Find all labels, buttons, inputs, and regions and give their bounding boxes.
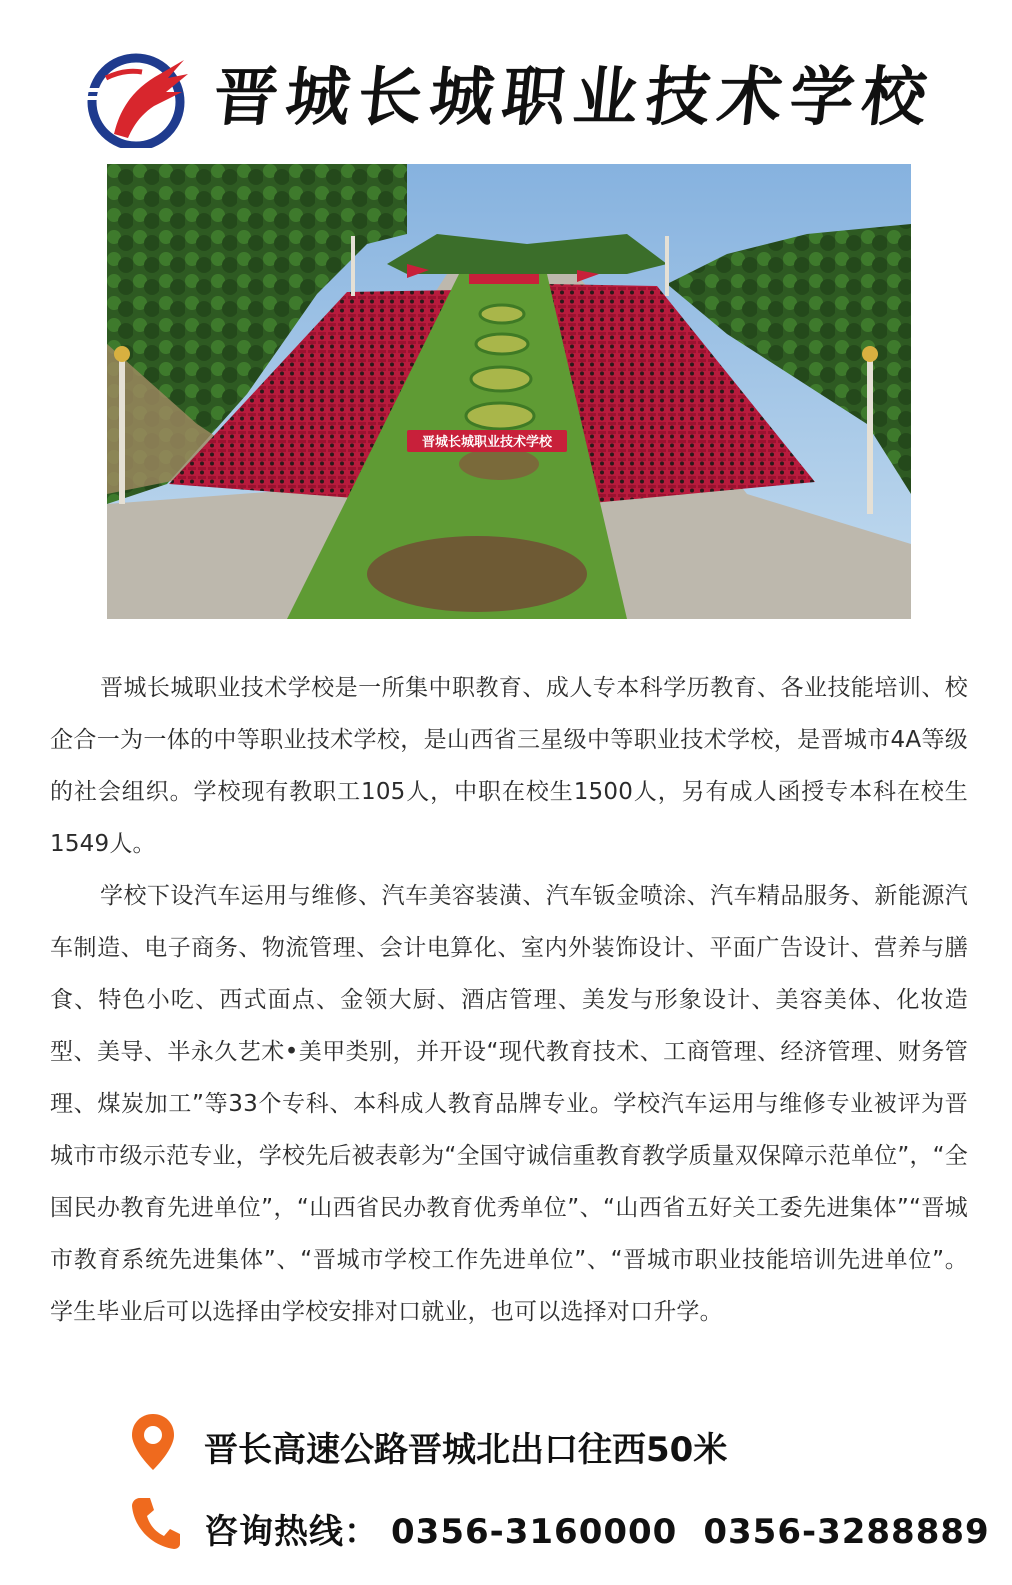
campus-photo [107,164,911,619]
school-logo-icon [84,48,192,148]
hotline-label: 咨询热线： [204,1512,379,1552]
phone-number-2[interactable]: 0356-3288889 [703,1512,990,1552]
location-pin-icon [130,1412,176,1472]
hotline-text [204,1504,990,1553]
school-title: 晋城长城职业技术学校 [210,60,938,135]
phone-number-1[interactable]: 0356-3160000 [391,1512,678,1552]
phone-icon [130,1494,182,1550]
header [0,0,1012,160]
photo-banner-text: 晋城长城职业技术学校 [421,435,553,450]
intro-paragraph: 晋城长城职业技术学校是一所集中职教育、成人专本科学历教育、各业技能培训、校企合一为一体的中等职业技术学校，是山西省三星级中等职业技术学校，是晋城市4A等级的社会组织。学校现有教职工105人，中职在校生1500人，另有成人函授专本科在校生1549人。 [50,675,968,857]
hotline-row [130,1494,990,1564]
intro-paragraph: 学校下设汽车运用与维修、汽车美容装潢、汽车钣金喷涂、汽车精品服务、新能源汽车制造、电子商务、物流管理、会计电算化、室内外装饰设计、平面广告设计、营养与膳食、特色小吃、西式面点、金领大厨、酒店管理、美发与形象设计、美容美体、化妆造型、美导、半永久艺术•美甲类别，并开设“现代教育技术、工商管理、经济管理、财务管理、煤炭加工”等33个专科、本科成人教育品牌专业。学校汽车运用与维修专业被评为晋城市市级示范专业，学校先后被表彰为“全国守诚信重教育教学质量双保障示范单位”，“全国民办教育先进单位”，“山西省民办教育优秀单位”、“山西省五好关工委先进集体”“晋城市教育系统先进集体”、“晋城市学校工作先进单位”、“晋城市职业技能培训先进单位”。学生毕业后可以选择由学校安排对口就业，也可以选择对口升学。 [50,883,968,1325]
school-introduction [50,662,968,1338]
address-row [130,1412,850,1482]
address-text: 晋长高速公路晋城北出口往西50米 [204,1430,728,1470]
